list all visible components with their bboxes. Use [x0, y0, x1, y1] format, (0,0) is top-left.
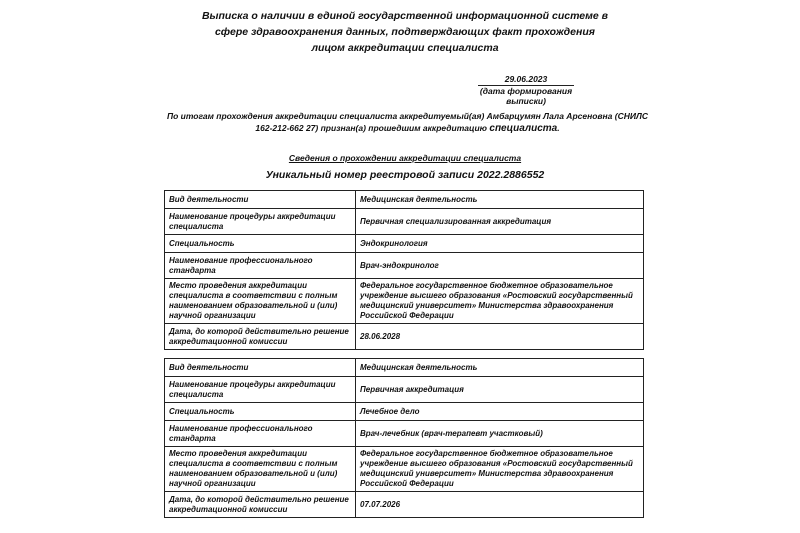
row-value: 07.07.2026 [356, 492, 644, 518]
row-value: Лечебное дело [356, 403, 644, 421]
section-title: Сведения о прохождении аккредитации специалиста [288, 153, 522, 163]
intro-paragraph: По итогам прохождения аккредитации специалиста аккредитуемый(ая) Амбарцумян Лала Арсеновна (СНИЛС 162-212-662 27) признан(а) прошедшим аккредитацию специалиста. [167, 111, 648, 134]
intro-emphasis: специалиста [489, 123, 558, 134]
issue-date-caption: (дата формирования выписки) [479, 86, 573, 106]
row-value: Федеральное государственное бюджетное образовательное учреждение высшего образования «Ростовский государственный медицинский университет» Министерства здравоохранения Российской Федерации [356, 447, 644, 492]
table-row [165, 235, 644, 253]
row-label: Наименование процедуры аккредитации специалиста [165, 377, 356, 403]
table-row [165, 359, 644, 377]
accreditation-table-1 [164, 190, 644, 350]
row-value: Врач-лечебник (врач-терапевт участковый) [356, 421, 644, 447]
row-label: Дата, до которой действительно решение аккредитационной комиссии [165, 324, 356, 350]
row-label: Наименование профессионального стандарта [165, 421, 356, 447]
row-label: Наименование профессионального стандарта [165, 253, 356, 279]
row-value: Федеральное государственное бюджетное образовательное учреждение высшего образования «Ростовский государственный медицинский университет» Министерства здравоохранения Российской Федерации [356, 279, 644, 324]
table-row [165, 253, 644, 279]
row-label: Специальность [165, 235, 356, 253]
accreditation-table-2 [164, 358, 644, 518]
table-row [165, 447, 644, 492]
document-title: Выписка о наличии в единой государственной информационной системе в сфере здравоохранения данных, подтверждающих факт прохождения лицом аккредитации специалиста [201, 10, 609, 54]
row-label: Вид деятельности [165, 359, 356, 377]
row-label: Место проведения аккредитации специалиста в соответствии с полным наименованием образовательной и (или) научной организации [165, 447, 356, 492]
row-label: Вид деятельности [165, 191, 356, 209]
intro-text: По итогам прохождения аккредитации специалиста аккредитуемый(ая) Амбарцумян Лала Арсеновна (СНИЛС 162-212-662 27) признан(а) прошедшим аккредитацию [167, 111, 648, 133]
table-row [165, 377, 644, 403]
row-label: Специальность [165, 403, 356, 421]
table-row [165, 209, 644, 235]
row-label: Дата, до которой действительно решение аккредитационной комиссии [165, 492, 356, 518]
table-row [165, 324, 644, 350]
table-row [165, 279, 644, 324]
row-label: Место проведения аккредитации специалиста в соответствии с полным наименованием образовательной и (или) научной организации [165, 279, 356, 324]
table-row [165, 403, 644, 421]
issue-date: 29.06.2023 [478, 74, 574, 86]
registry-number: Уникальный номер реестровой записи 2022.2886552 [265, 169, 545, 181]
table-row [165, 421, 644, 447]
row-value: Эндокринология [356, 235, 644, 253]
row-label: Наименование процедуры аккредитации специалиста [165, 209, 356, 235]
table-row [165, 191, 644, 209]
row-value: Первичная специализированная аккредитация [356, 209, 644, 235]
row-value: Медицинская деятельность [356, 191, 644, 209]
row-value: Врач-эндокринолог [356, 253, 644, 279]
row-value: Медицинская деятельность [356, 359, 644, 377]
table-row [165, 492, 644, 518]
row-value: Первичная аккредитация [356, 377, 644, 403]
row-value: 28.06.2028 [356, 324, 644, 350]
